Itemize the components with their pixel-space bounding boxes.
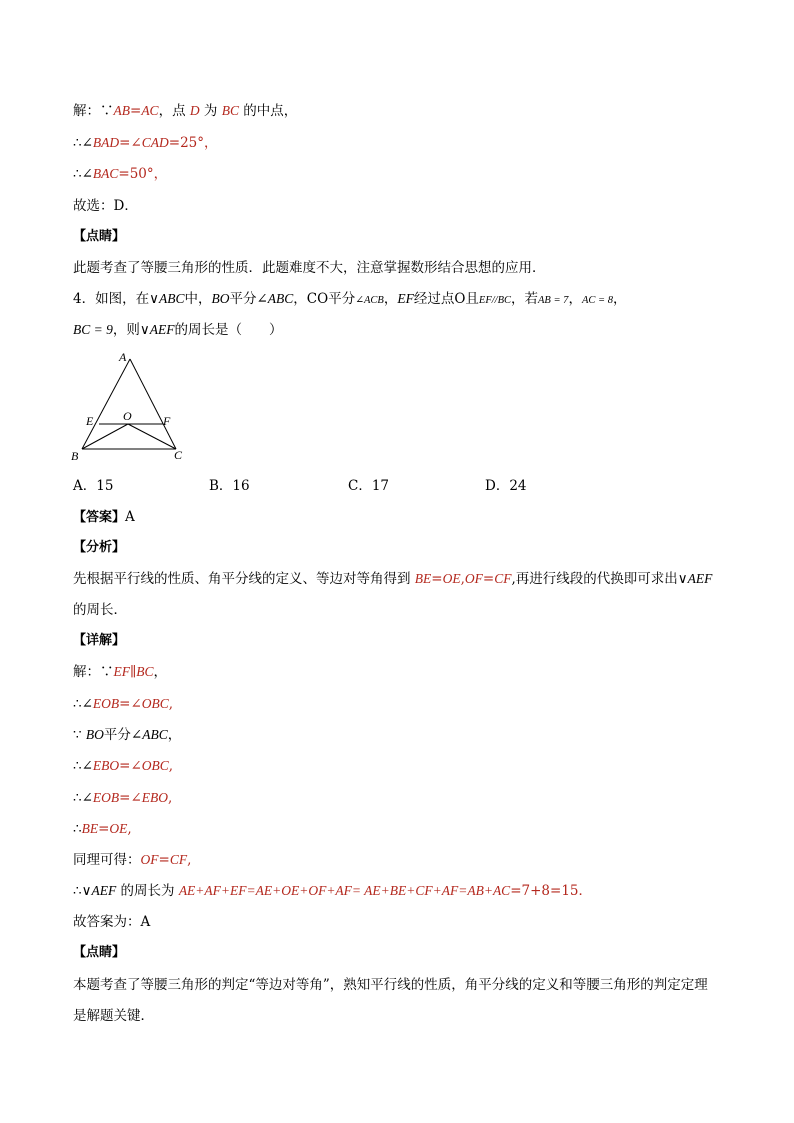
detail-step-4: ∴∠EBO=∠OBC, (73, 758, 174, 774)
answer-line: 【答案】A (73, 509, 135, 525)
option-b: B．16 (209, 478, 250, 494)
label-c: C (174, 448, 183, 462)
detail-step-1: 解：∵EF∥BC， (73, 664, 168, 680)
dianjing-heading: 【点睛】 (73, 229, 126, 244)
segment-ac (130, 359, 176, 449)
detail-step-8: ∴∨AEF 的周长为 AE+AF+EF=AE+OE+OF+AF= AE+BE+CF+AF=AB+AC=7+8=15． (73, 883, 592, 899)
prev-solution-line-1: 解：∵AB=AC，点 D 为 BC 的中点， (73, 103, 298, 119)
label-b: B (71, 449, 79, 463)
analysis-line-1: 先根据平行线的性质、角平分线的定义、等边对等角得到 BE=OE,OF=CF,再进行线段的代换即可求出∨AEF (73, 571, 713, 587)
analysis-line-2: 的周长． (73, 602, 127, 618)
detail-step-3: ∵ BO平分∠ABC， (73, 727, 182, 743)
label-f: F (163, 414, 171, 428)
detail-step-7: 同理可得：OF=CF, (73, 852, 192, 868)
question-line-2: BC = 9，则∨AEF的周长是（ ） (73, 322, 283, 338)
label-a: A (119, 350, 127, 364)
detail-step-2: ∴∠EOB=∠OBC, (73, 696, 174, 712)
option-d: D．24 (485, 478, 527, 494)
prev-solution-line-4: 故选：D． (73, 198, 138, 214)
detail-step-5: ∴∠EOB=∠EBO, (73, 790, 173, 806)
option-c: C．17 (348, 478, 390, 494)
detail-heading: 【详解】 (73, 633, 126, 648)
detail-step-6: ∴BE=OE, (73, 821, 132, 837)
dianjing2-line-1: 本题考查了等腰三角形的判定“等边对等角”，熟知平行线的性质，角平分线的定义和等腰三角形的判定定理 (73, 977, 708, 993)
triangle-figure (68, 345, 198, 467)
label-o: O (123, 409, 132, 423)
dianjing-text: 此题考查了等腰三角形的性质．此题难度不大，注意掌握数形结合思想的应用． (73, 260, 546, 276)
prev-solution-line-3: ∴∠BAC=50°， (73, 166, 168, 182)
analysis-heading: 【分析】 (73, 540, 126, 555)
dianjing2-heading: 【点睛】 (73, 945, 126, 960)
label-e: E (86, 414, 94, 428)
dianjing2-line-2: 是解题关键． (73, 1008, 154, 1024)
detail-step-9: 故答案为：A (73, 914, 151, 930)
option-a: A．15 (73, 478, 114, 494)
question-line-1: 4．如图，在∨ABC中，BO平分∠ABC，CO平分∠ACB，EF经过点O且EF//BC，若AB = 7，AC = 8， (73, 291, 627, 307)
prev-solution-line-2: ∴∠BAD=∠CAD=25°， (73, 135, 218, 151)
